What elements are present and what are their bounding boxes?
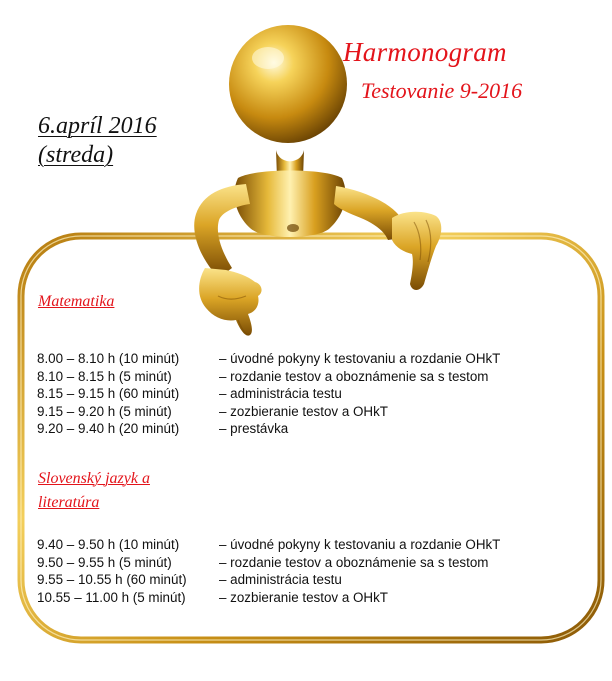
date-line: 6.apríl 2016 bbox=[38, 113, 157, 139]
schedule-activity: – úvodné pokyny k testovaniu a rozdanie OHkT bbox=[219, 351, 501, 366]
schedule-time: 8.00 – 8.10 h (10 minút) bbox=[37, 351, 180, 366]
weekday-line: (streda) bbox=[38, 142, 114, 168]
schedule-activity: – administrácia testu bbox=[219, 572, 342, 587]
schedule-time: 9.55 – 10.55 h (60 minút) bbox=[37, 572, 187, 587]
schedule-time: 9.20 – 9.40 h (20 minút) bbox=[37, 421, 180, 436]
schedule-activity: – úvodné pokyny k testovaniu a rozdanie OHkT bbox=[219, 537, 501, 552]
schedule-activity: – zozbieranie testov a OHkT bbox=[219, 403, 388, 419]
schedule-time: 9.50 – 9.55 h (5 minút) bbox=[37, 554, 172, 570]
schedule-time: 9.15 – 9.20 h (5 minút) bbox=[37, 403, 172, 419]
schedule-time: 9.40 – 9.50 h (10 minút) bbox=[37, 537, 180, 552]
schedule-time: 8.15 – 9.15 h (60 minút) bbox=[37, 386, 180, 401]
section-title-matematika bbox=[38, 290, 114, 314]
section-title-line: Slovenský jazyk a bbox=[38, 470, 150, 487]
page-subtitle: Testovanie 9-2016 bbox=[361, 78, 523, 103]
page-title: Harmonogram bbox=[343, 37, 507, 67]
schedule-time: 10.55 – 11.00 h (5 minút) bbox=[37, 589, 186, 605]
date-block bbox=[38, 112, 157, 170]
schedule-time: 8.10 – 8.15 h (5 minút) bbox=[37, 368, 172, 384]
section-title-line: literatúra bbox=[38, 494, 100, 511]
schedule-activity: – rozdanie testov a oboznámenie sa s testom bbox=[219, 368, 489, 384]
section-title-line: Matematika bbox=[38, 293, 115, 310]
schedule-activity: – zozbieranie testov a OHkT bbox=[219, 589, 388, 605]
schedule-activity: – administrácia testu bbox=[219, 386, 342, 401]
schedule-activity: – prestávka bbox=[219, 421, 289, 436]
schedule-activity: – rozdanie testov a oboznámenie sa s testom bbox=[219, 554, 489, 570]
section-title-slovensky-jazyk bbox=[38, 467, 150, 515]
